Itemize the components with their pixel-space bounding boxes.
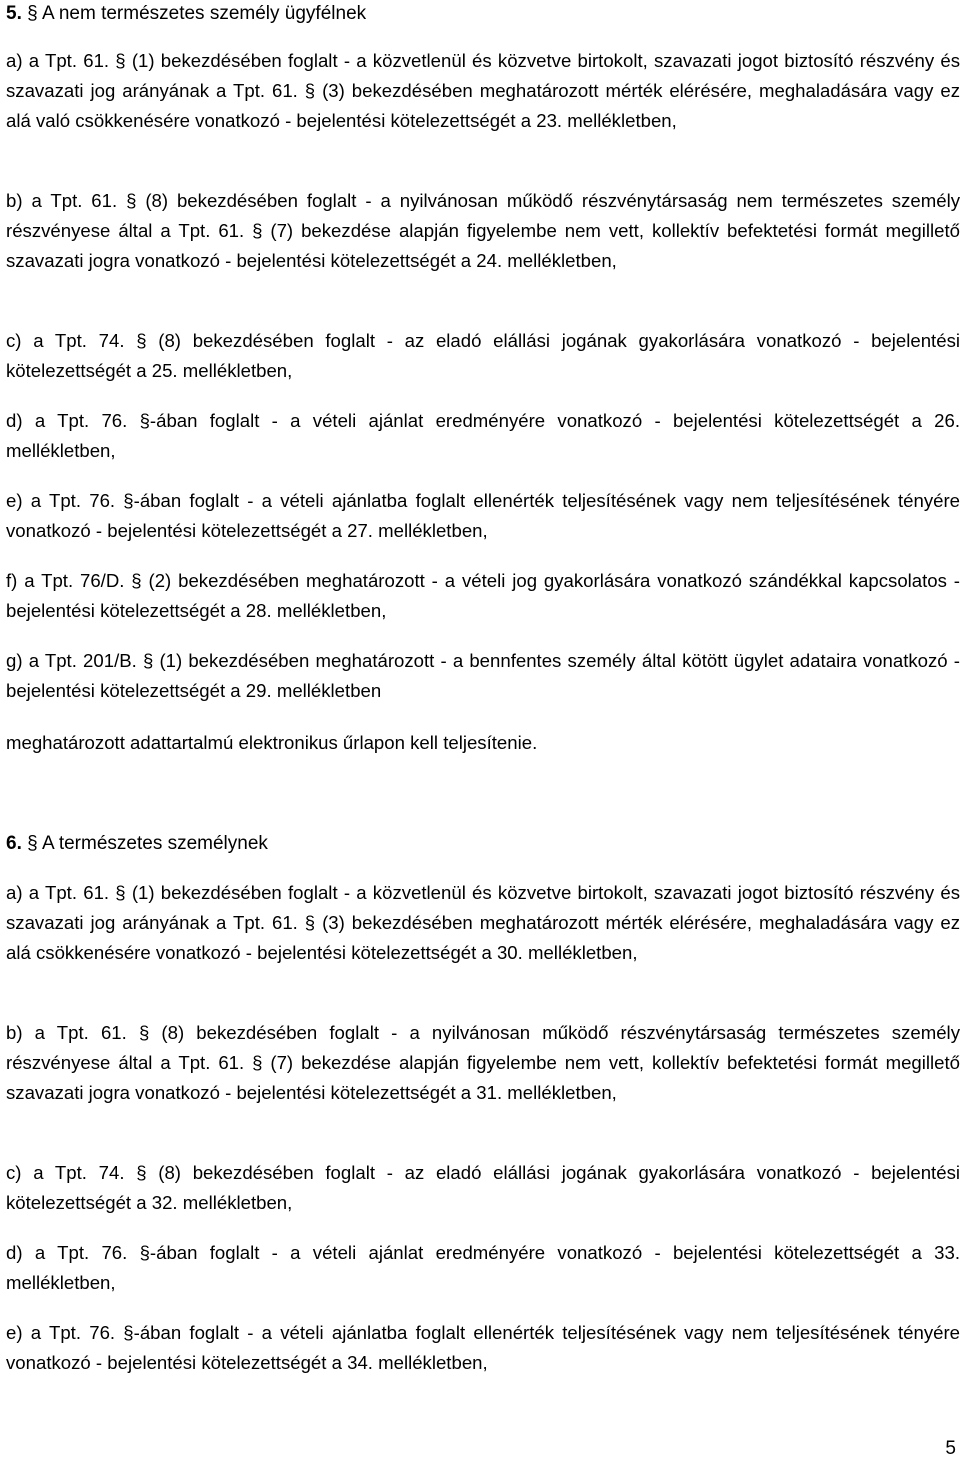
section-6-para-d: d) a Tpt. 76. §-ában foglalt - a vételi ajánlat eredményére vonatkozó - bejelentési kötelezettségét a 33. mellékletben, (6, 1242, 960, 1293)
section-6-para-e: e) a Tpt. 76. §-ában foglalt - a vételi ajánlatba foglalt ellenérték teljesítésének vagy nem teljesítésének tényére vonatkozó - bejelentési kötelezettségét a 34. mellékletben, (6, 1322, 960, 1373)
section-6-para-a: a) a Tpt. 61. § (1) bekezdésében foglalt - a közvetlenül és közvetve birtokolt, szavazati jogot biztosító részvény és szavazati jog arányának a Tpt. 61. § (3) bekezdésében meghatározott mérték elérésére, meghaladására vagy ez alá csökkenésére vonatkozó - bejelentési kötelezettségét a 30. mellékletben, (6, 882, 960, 963)
section-6-number: 6. (6, 833, 22, 854)
section-5-closing: meghatározott adattartalmú elektronikus űrlapon kell teljesítenie. (6, 732, 538, 753)
section-5-title: § A nem természetes személy ügyfélnek (27, 3, 367, 24)
section-5-number: 5. (6, 3, 22, 24)
section-5-para-d: d) a Tpt. 76. §-ában foglalt - a vételi ajánlat eredményére vonatkozó - bejelentési kötelezettségét a 26. mellékletben, (6, 410, 960, 461)
section-5-para-e: e) a Tpt. 76. §-ában foglalt - a vételi ajánlatba foglalt ellenérték teljesítésének vagy nem teljesítésének tényére vonatkozó - bejelentési kötelezettségét a 27. mellékletben, (6, 490, 960, 541)
section-6-para-c: c) a Tpt. 74. § (8) bekezdésében foglalt - az eladó elállási jogának gyakorlására vonatkozó - bejelentési kötelezettségét a 32. mellékletben, (6, 1162, 960, 1213)
section-5-para-g: g) a Tpt. 201/B. § (1) bekezdésében meghatározott - a bennfentes személy által kötött ügylet adataira vonatkozó - bejelentési kötelezettségét a 29. mellékletben (6, 650, 960, 701)
section-5-para-a: a) a Tpt. 61. § (1) bekezdésében foglalt - a közvetlenül és közvetve birtokolt, szavazati jogot biztosító részvény és szavazati jog arányának a Tpt. 61. § (3) bekezdésében meghatározott mérték elérésére, meghaladására vagy ez alá való csökkenésére vonatkozó - bejelentési kötelezettségét a 23. mellékletben, (6, 50, 960, 131)
section-5-para-f: f) a Tpt. 76/D. § (2) bekezdésében meghatározott - a vételi jog gyakorlására vonatkozó szándékkal kapcsolatos - bejelentési kötelezettségét a 28. mellékletben, (6, 570, 960, 621)
section-5-para-b: b) a Tpt. 61. § (8) bekezdésében foglalt - a nyilvánosan működő részvénytársaság nem természetes személy részvényese által a Tpt. 61. § (7) bekezdése alapján figyelembe nem vett, kollektív befektetési formát megillető szavazati jogra vonatkozó - bejelentési kötelezettségét a 24. mellékletben, (6, 190, 960, 271)
section-5-heading (6, 2, 366, 26)
section-6-heading (6, 832, 268, 856)
section-5-para-c: c) a Tpt. 74. § (8) bekezdésében foglalt - az eladó elállási jogának gyakorlására vonatkozó - bejelentési kötelezettségét a 25. mellékletben, (6, 330, 960, 381)
section-6-title: § A természetes személynek (27, 833, 268, 854)
section-6-para-b: b) a Tpt. 61. § (8) bekezdésében foglalt - a nyilvánosan működő részvénytársaság természetes személy részvényese által a Tpt. 61. § (7) bekezdése alapján figyelembe nem vett, kollektív befektetési formát megillető szavazati jogra vonatkozó - bejelentési kötelezettségét a 31. mellékletben, (6, 1022, 960, 1103)
page-number: 5 (945, 1438, 956, 1459)
